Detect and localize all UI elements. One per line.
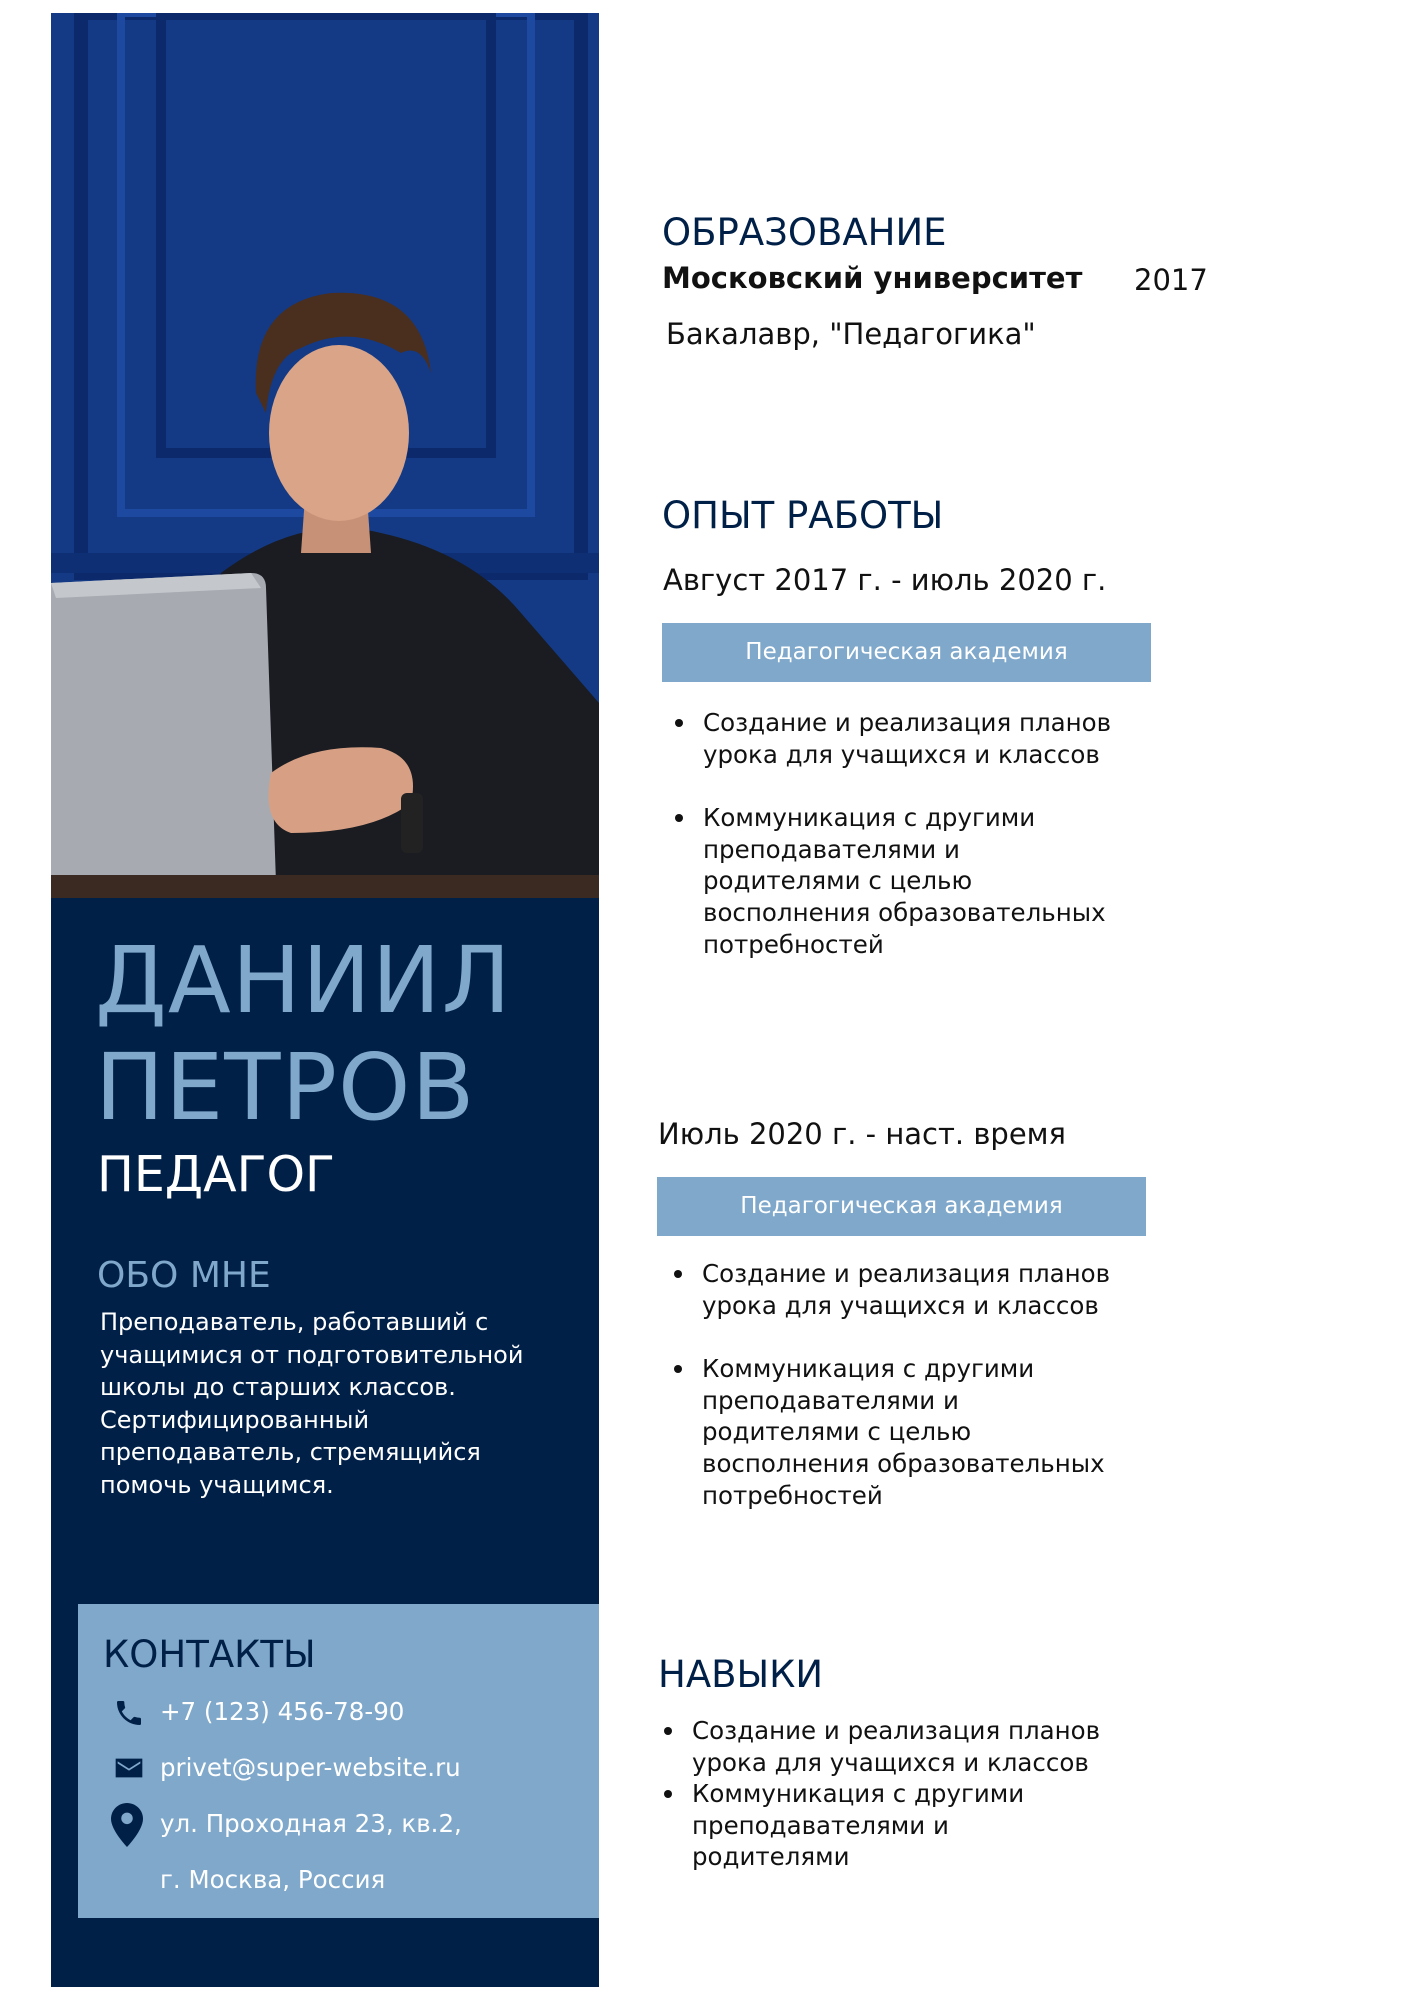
list-item: Создание и реализация планов урока для учащихся и классов bbox=[652, 1715, 1102, 1778]
profile-photo bbox=[51, 13, 599, 898]
mail-icon bbox=[113, 1752, 145, 1784]
address-line-1: ул. Проходная 23, кв.2, bbox=[160, 1809, 462, 1838]
location-pin-icon bbox=[111, 1803, 143, 1847]
job-duties-list bbox=[663, 707, 1113, 960]
list-item: Создание и реализация планов урока для учащихся и классов bbox=[662, 1258, 1112, 1321]
email-link[interactable]: privet@super-website.ru bbox=[160, 1753, 461, 1782]
phone-number[interactable]: +7 (123) 456-78-90 bbox=[160, 1697, 405, 1726]
education-degree: Бакалавр, "Педагогика" bbox=[666, 317, 1036, 351]
contacts-heading: КОНТАКТЫ bbox=[103, 1633, 316, 1676]
about-heading: ОБО МНЕ bbox=[97, 1255, 271, 1296]
education-year: 2017 bbox=[1134, 263, 1208, 297]
education-school: Московский университет bbox=[662, 261, 1083, 295]
list-item: Коммуникация с другими преподавателями и родителями с целью восполнения образовательных потребностей bbox=[663, 802, 1113, 960]
skills-heading: НАВЫКИ bbox=[658, 1653, 824, 1696]
job-company: Педагогическая академия bbox=[662, 623, 1151, 682]
last-name: ПЕТРОВ bbox=[95, 1034, 476, 1141]
address-line-2: г. Москва, Россия bbox=[160, 1865, 386, 1894]
education-heading: ОБРАЗОВАНИЕ bbox=[662, 211, 947, 254]
first-name: ДАНИИЛ bbox=[95, 927, 512, 1034]
job-title: ПЕДАГОГ bbox=[97, 1146, 335, 1203]
job-period: Август 2017 г. - июль 2020 г. bbox=[663, 563, 1107, 597]
skills-list bbox=[652, 1715, 1102, 1873]
job-duties-list bbox=[662, 1258, 1112, 1511]
about-text: Преподаватель, работавший с учащимися от подготовительной школы до старших классов. Сертифицированный преподаватель, стремящийся помочь учащимся. bbox=[100, 1308, 524, 1499]
phone-icon bbox=[113, 1697, 145, 1729]
list-item: Коммуникация с другими преподавателями и родителями bbox=[652, 1778, 1102, 1873]
list-item: Создание и реализация планов урока для учащихся и классов bbox=[663, 707, 1113, 770]
list-item: Коммуникация с другими преподавателями и родителями с целью восполнения образовательных потребностей bbox=[662, 1353, 1112, 1511]
job-company: Педагогическая академия bbox=[657, 1177, 1146, 1236]
job-period: Июль 2020 г. - наст. время bbox=[658, 1117, 1066, 1151]
experience-heading: ОПЫТ РАБОТЫ bbox=[662, 494, 944, 537]
